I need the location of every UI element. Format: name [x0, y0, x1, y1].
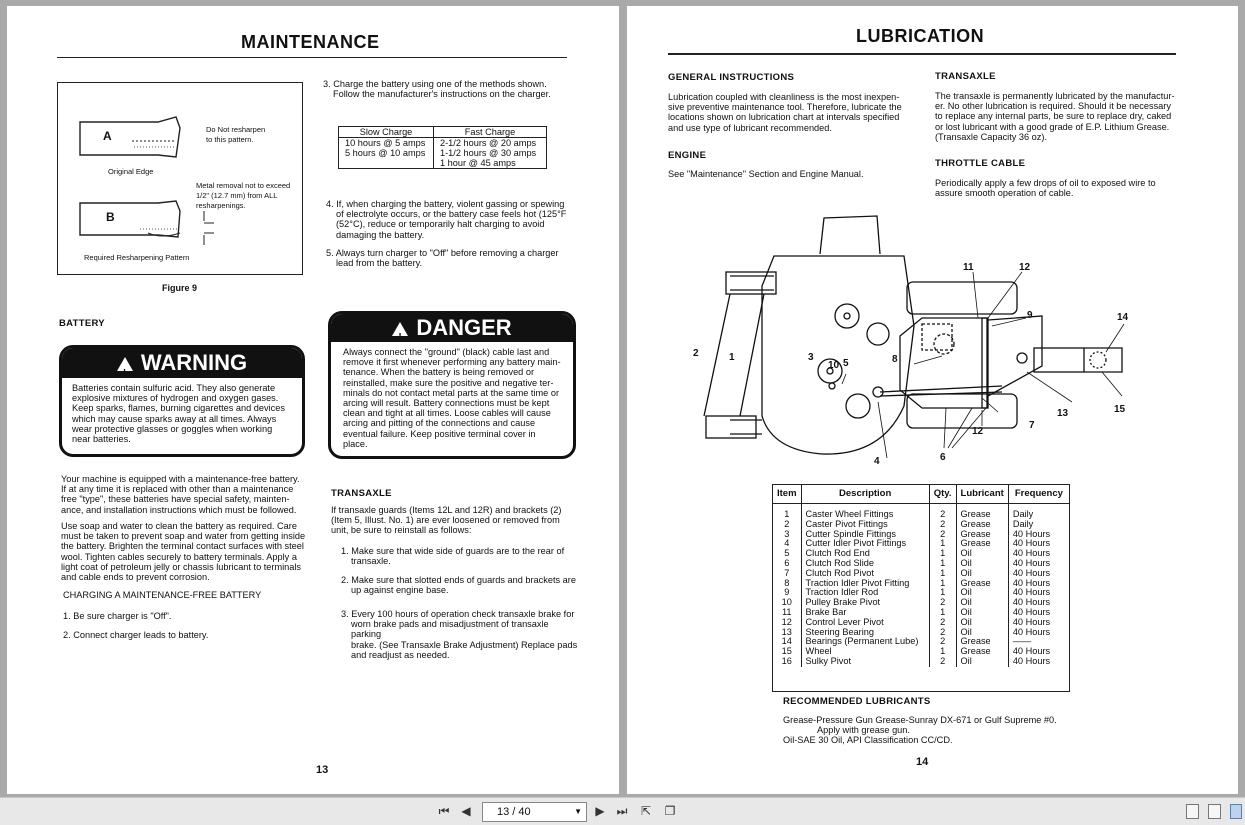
lubrication-diagram — [682, 206, 1142, 468]
warning-box — [59, 345, 305, 457]
callout-8: 8 — [892, 354, 898, 365]
page-13 — [7, 6, 619, 794]
cell-item: 10 — [773, 598, 801, 608]
general-heading: GENERAL INSTRUCTIONS — [668, 72, 795, 83]
page-number: 14 — [916, 756, 929, 768]
transaxle-step-3: 3. Every 100 hours of operation check transaxle brake for worn brake pads and misadjustment of transaxle parking brake. (See Transaxle Brake Adjustment) Replace pads and readjust as needed. — [341, 609, 578, 660]
sulky-pivot — [1017, 353, 1027, 363]
rear-tire-top — [907, 282, 1017, 314]
do-not-resharpen-note: Do Not resharpen to this pattern. — [206, 125, 266, 144]
original-edge-label: Original Edge — [108, 167, 154, 176]
cell-frequency: Daily — [1008, 504, 1069, 520]
cell-lubricant: Oil — [956, 559, 1008, 569]
cell-description: Clutch Rod End — [801, 549, 929, 559]
transaxle-step-1: 1. Make sure that wide side of guards are to the rear of transaxle. — [341, 546, 565, 567]
cell-frequency: 40 Hours — [1008, 569, 1069, 579]
front-arm-top — [730, 276, 774, 290]
col-item: Item — [773, 485, 801, 504]
col-lubricant: Lubricant — [956, 485, 1008, 504]
cell-description: Sulky Pivot — [801, 657, 929, 667]
lube-table — [773, 485, 1069, 667]
transaxle-intro: If transaxle guards (Items 12L and 12R) and brackets (2) (Item 5, Illust. No. 1) are ever loosened or removed from unit, be sure to reinstall as follows: — [331, 505, 562, 536]
page-title: MAINTENANCE — [241, 32, 380, 52]
cell-lubricant: Grease — [956, 579, 1008, 589]
cell-qty: 1 — [929, 549, 956, 559]
cell-description: Wheel — [801, 647, 929, 657]
cell-frequency: 40 Hours — [1008, 579, 1069, 589]
cell-description: Caster Wheel Fittings — [801, 504, 929, 520]
cell-qty: 1 — [929, 569, 956, 579]
cell-frequency: Daily — [1008, 520, 1069, 530]
title-rule — [57, 57, 567, 58]
warning-banner — [62, 348, 302, 378]
callout-11: 11 — [963, 262, 974, 273]
callout-15: 15 — [1114, 404, 1126, 415]
cell-lubricant: Oil — [956, 598, 1008, 608]
charging-step-1: 1. Be sure charger is "Off". — [63, 611, 172, 621]
battery-paragraph-1: Your machine is equipped with a maintenance-free battery. If at any time it is replaced with other than a maintenance free "type", these batteries have special safety, mainten- ance, and installation instructions which must be followed. — [61, 474, 300, 515]
last-page-icon[interactable]: ⏭ — [616, 804, 628, 818]
charging-step-3: 3. Charge the battery using one of the methods shown. Follow the manufacturer's instructions on the charger. — [323, 79, 551, 100]
transaxle-text: The transaxle is permanently lubricated by the manufactur- er. No other lubrication is required. Should it be necessary to replace any internal parts, be sure to replace dry, caked or lost lubricant with a good grade of E.P. Lithium Grease. (Transaxle Capacity 36 oz). — [935, 91, 1175, 142]
cell-item: 3 — [773, 530, 801, 540]
cell-qty: 1 — [929, 559, 956, 569]
cell-qty: 2 — [929, 520, 956, 530]
danger-banner — [331, 314, 573, 342]
copy-page-icon[interactable]: ❐ — [664, 804, 676, 818]
cell-frequency: 40 Hours — [1008, 549, 1069, 559]
callout-7: 7 — [1029, 420, 1035, 431]
callout-10: 10 — [828, 360, 840, 371]
slow-charge-cell: 10 hours @ 5 amps 5 hours @ 10 amps — [339, 138, 434, 169]
charge-table-wrap — [338, 126, 547, 169]
transaxle-step-2: 2. Make sure that slotted ends of guards and brackets are up against engine base. — [341, 575, 576, 596]
cell-description: Cutter Spindle Fittings — [801, 530, 929, 540]
cell-frequency: 40 Hours — [1008, 657, 1069, 667]
callout-4: 4 — [874, 456, 880, 467]
cell-qty: 1 — [929, 608, 956, 618]
cell-item: 11 — [773, 608, 801, 618]
callout-3: 3 — [808, 352, 814, 363]
cell-qty: 2 — [929, 657, 956, 667]
lube-table-body — [773, 504, 1069, 667]
engine-heading: ENGINE — [668, 150, 707, 161]
warning-triangle-icon: ! — [117, 357, 133, 371]
metal-removal-note: Metal removal not to exceed 1/2" (12.7 mm) from ALL resharpenings. — [196, 181, 291, 210]
lube-table-row — [773, 657, 1069, 667]
callout-13: 13 — [1057, 408, 1069, 419]
page-selector[interactable] — [482, 802, 587, 822]
callout-12: 12 — [1019, 262, 1031, 273]
danger-title: DANGER — [416, 315, 512, 340]
battery-heading: BATTERY — [59, 318, 105, 329]
cell-description: Control Lever Pivot — [801, 618, 929, 628]
page-number: 13 — [316, 764, 329, 776]
fast-charge-cell: 2-1/2 hours @ 20 amps 1-1/2 hours @ 30 amps 1 hour @ 45 amps — [434, 138, 547, 169]
cell-description: Caster Pivot Fittings — [801, 520, 929, 530]
cell-lubricant: Grease — [956, 520, 1008, 530]
danger-box — [328, 311, 576, 459]
fast-charge-header: Fast Charge — [434, 127, 547, 138]
blade-b-label: B — [106, 210, 115, 224]
transaxle-gear — [922, 324, 952, 350]
blade-a-label: A — [103, 129, 112, 143]
cell-lubricant: Grease — [956, 637, 1008, 647]
charging-step-5: 5. Always turn charger to "Off" before removing a charger lead from the battery. — [326, 248, 559, 269]
cell-lubricant: Oil — [956, 628, 1008, 638]
cell-frequency: —— — [1008, 637, 1069, 647]
spindle-1 — [835, 304, 859, 328]
two-page-view-icon[interactable] — [1230, 804, 1242, 819]
cell-lubricant: Oil — [956, 657, 1008, 667]
previous-page-icon[interactable]: ◀ — [461, 804, 471, 818]
export-page-icon[interactable]: ⇱ — [640, 804, 652, 818]
engine-text: See "Maintenance" Section and Engine Manual. — [668, 169, 864, 179]
callout-1: 1 — [729, 352, 735, 363]
pulley-1 — [867, 323, 889, 345]
blade-b-shape — [80, 201, 180, 237]
cell-item: 15 — [773, 647, 801, 657]
warning-text: Batteries contain sulfuric acid. They also generate explosive mixtures of hydrogen and oxygen gases. Keep sparks, flames, burning cigarettes and devices which may cause sparks away at all times. Always wear protective glasses or goggles when working near batteries. — [72, 383, 285, 445]
engine-shroud — [820, 216, 880, 254]
cell-lubricant: Oil — [956, 608, 1008, 618]
chevron-down-icon: ▼ — [574, 807, 582, 816]
transaxle-heading: TRANSAXLE — [331, 488, 392, 499]
title-rule — [668, 53, 1176, 55]
cell-item: 14 — [773, 637, 801, 647]
cell-frequency: 40 Hours — [1008, 598, 1069, 608]
cell-qty: 1 — [929, 588, 956, 598]
recommended-heading: RECOMMENDED LUBRICANTS — [783, 696, 931, 707]
danger-triangle-icon: ! — [392, 322, 408, 336]
blade-a-shape — [80, 117, 180, 157]
callout-14: 14 — [1117, 312, 1129, 323]
caster-bottom — [706, 416, 756, 438]
cell-frequency: 40 Hours — [1008, 647, 1069, 657]
cell-item: 16 — [773, 657, 801, 667]
lube-table-box — [772, 484, 1070, 692]
rear-tire-bottom — [907, 394, 1017, 428]
cell-lubricant: Oil — [956, 588, 1008, 598]
callout-12b: 12 — [972, 426, 984, 437]
cell-lubricant: Grease — [956, 530, 1008, 540]
charging-heading: CHARGING A MAINTENANCE-FREE BATTERY — [63, 590, 262, 600]
next-page-icon[interactable]: ▶ — [595, 804, 605, 818]
cell-item: 8 — [773, 579, 801, 589]
callout-6: 6 — [940, 452, 946, 463]
charge-table — [338, 126, 547, 169]
cell-item: 9 — [773, 588, 801, 598]
warning-title: WARNING — [140, 350, 248, 375]
cell-item: 12 — [773, 618, 801, 628]
diagram-callouts — [693, 262, 1129, 467]
callout-2: 2 — [693, 348, 699, 359]
recommended-lubricants: Grease-Pressure Gun Grease-Sunray DX-671 or Gulf Supreme #0. Apply with grease gun. Oil-SAE 30 Oil, API Classification CC/CD. — [783, 715, 1057, 746]
cell-item: 1 — [773, 504, 801, 520]
battery-paragraph-2: Use soap and water to clean the battery as required. Care must be taken to prevent soap and water from getting inside the battery. Brighten the terminal contact surfaces with steel wool. Tighten cables securely to battery terminals. Apply a light coat of petroleum jelly or chassis lubricant to terminals and cable ends to prevent corrosion. — [61, 521, 306, 583]
cell-item: 5 — [773, 549, 801, 559]
charging-step-2: 2. Connect charger leads to battery. — [63, 630, 209, 640]
figure-9-box — [57, 82, 303, 275]
cell-lubricant: Oil — [956, 569, 1008, 579]
cell-qty: 2 — [929, 530, 956, 540]
cell-description: Pulley Brake Pivot — [801, 598, 929, 608]
callout-5: 5 — [843, 358, 849, 369]
viewer-toolbar — [0, 797, 1245, 825]
throttle-heading: THROTTLE CABLE — [935, 158, 1026, 169]
cell-description: Traction Idler Pivot Fitting — [801, 579, 929, 589]
danger-text: Always connect the "ground" (black) cable last and remove it first whenever performing any battery main- tenance. When the battery is being removed or reinstalled, make sure the positive and negative ter- minals do not contact metal parts at the same time or arcing will result. Battery connections must be kept clean and tight at all times. Loose cables will cause arcing and pitting of the connections and cause eventual failure. Keep positive terminal cover in place. — [343, 347, 561, 449]
cell-lubricant: Grease — [956, 504, 1008, 520]
cell-qty: 2 — [929, 504, 956, 520]
cell-lubricant: Grease — [956, 539, 1008, 549]
blade-diagram — [58, 83, 302, 274]
front-arm-bottom — [730, 420, 762, 434]
cell-frequency: 40 Hours — [1008, 618, 1069, 628]
cell-description: Clutch Rod Slide — [801, 559, 929, 569]
cell-description: Brake Bar — [801, 608, 929, 618]
col-qty: Qty. — [929, 485, 956, 504]
cell-description: Clutch Rod Pivot — [801, 569, 929, 579]
cell-qty: 2 — [929, 628, 956, 638]
page-14 — [627, 6, 1238, 794]
cell-frequency: 40 Hours — [1008, 539, 1069, 549]
cell-qty: 2 — [929, 598, 956, 608]
page-title: LUBRICATION — [856, 26, 985, 46]
cell-frequency: 40 Hours — [1008, 530, 1069, 540]
single-page-view-icon[interactable] — [1186, 804, 1199, 819]
cell-lubricant: Grease — [956, 647, 1008, 657]
cell-description: Bearings (Permanent Lube) — [801, 637, 929, 647]
continuous-view-icon[interactable] — [1208, 804, 1221, 819]
callout-9: 9 — [1027, 310, 1033, 321]
cell-frequency: 40 Hours — [1008, 588, 1069, 598]
cell-qty: 1 — [929, 647, 956, 657]
lube-table-row — [773, 504, 1069, 520]
slow-charge-header: Slow Charge — [339, 127, 434, 138]
required-pattern-label: Required Resharpening Pattern — [84, 253, 190, 262]
cell-item: 13 — [773, 628, 801, 638]
cell-qty: 1 — [929, 579, 956, 589]
caster-top — [726, 272, 776, 294]
general-text: Lubrication coupled with cleanliness is the most inexpen- sive preventive maintenance tool. Therefore, lubricate the locations shown on lubrication chart at intervals specified and use type of lubricant recommended. — [668, 92, 902, 133]
cell-item: 6 — [773, 559, 801, 569]
cell-lubricant: Oil — [956, 549, 1008, 559]
cell-description: Steering Bearing — [801, 628, 929, 638]
cell-item: 7 — [773, 569, 801, 579]
cell-qty: 1 — [929, 539, 956, 549]
col-description: Description — [801, 485, 929, 504]
first-page-icon[interactable]: ⏮ — [438, 804, 450, 818]
cell-frequency: 40 Hours — [1008, 608, 1069, 618]
figure-caption: Figure 9 — [162, 283, 198, 293]
cell-item: 4 — [773, 539, 801, 549]
transaxle-heading: TRANSAXLE — [935, 71, 996, 82]
cell-item: 2 — [773, 520, 801, 530]
col-frequency: Frequency — [1008, 485, 1069, 504]
cell-lubricant: Oil — [956, 618, 1008, 628]
cell-description: Cutter Idler Pivot Fittings — [801, 539, 929, 549]
cell-frequency: 40 Hours — [1008, 628, 1069, 638]
cell-frequency: 40 Hours — [1008, 559, 1069, 569]
throttle-text: Periodically apply a few drops of oil to exposed wire to assure smooth operation of cable. — [935, 178, 1156, 199]
cell-qty: 2 — [929, 618, 956, 628]
cell-description: Traction Idler Rod — [801, 588, 929, 598]
page-indicator: 13 / 40 — [497, 806, 531, 818]
cell-qty: 2 — [929, 637, 956, 647]
charging-step-4: 4. If, when charging the battery, violent gassing or spewing of electrolyte occurs, or the battery case feels hot (125°F (52°C), reduce or temporarily halt charging to avoid damaging the battery. — [326, 199, 567, 240]
pulley-2 — [846, 394, 870, 418]
